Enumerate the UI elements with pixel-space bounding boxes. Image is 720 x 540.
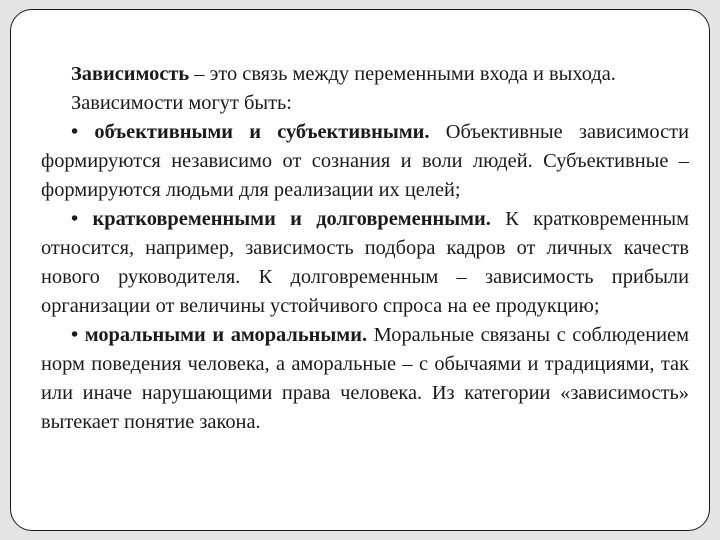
slide-frame [10, 9, 710, 531]
paragraph-text: – это связь между переменными входа и выхода. [189, 63, 616, 85]
paragraph-text: Зависимости могут быть: [71, 92, 292, 114]
bullet-short-long-term [41, 205, 689, 321]
slide-body-text [41, 60, 689, 437]
bullet-moral-immoral [41, 321, 689, 437]
paragraph-definition [41, 60, 689, 89]
bullet-heading: • объективными и субъективными. [71, 121, 430, 143]
bullet-heading: • кратковременными и долговременными. [71, 208, 491, 230]
bullet-heading: • моральными и аморальными. [71, 324, 368, 346]
bullet-objective-subjective [41, 118, 689, 205]
paragraph-text: К кратковременным относится, например, зависимость подбора кадров от личных качеств нового руководителя. К долговременным – зависимость прибыли организации от величины устойчивого спроса на ее продукцию; [41, 208, 689, 317]
paragraph-intro [41, 89, 689, 118]
paragraph-text: Моральные связаны с соблюдением норм поведения человека, а аморальные – с обычаями и традициями, так или иначе нарушающими права человека. Из категории «зависимость» вытекает понятие закона. [41, 324, 689, 433]
paragraph-text: Объективные зависимости формируются независимо от сознания и воли людей. Субъективные – формируются людьми для реализации их целей; [41, 121, 689, 201]
term-bold: Зависимость [71, 63, 190, 85]
